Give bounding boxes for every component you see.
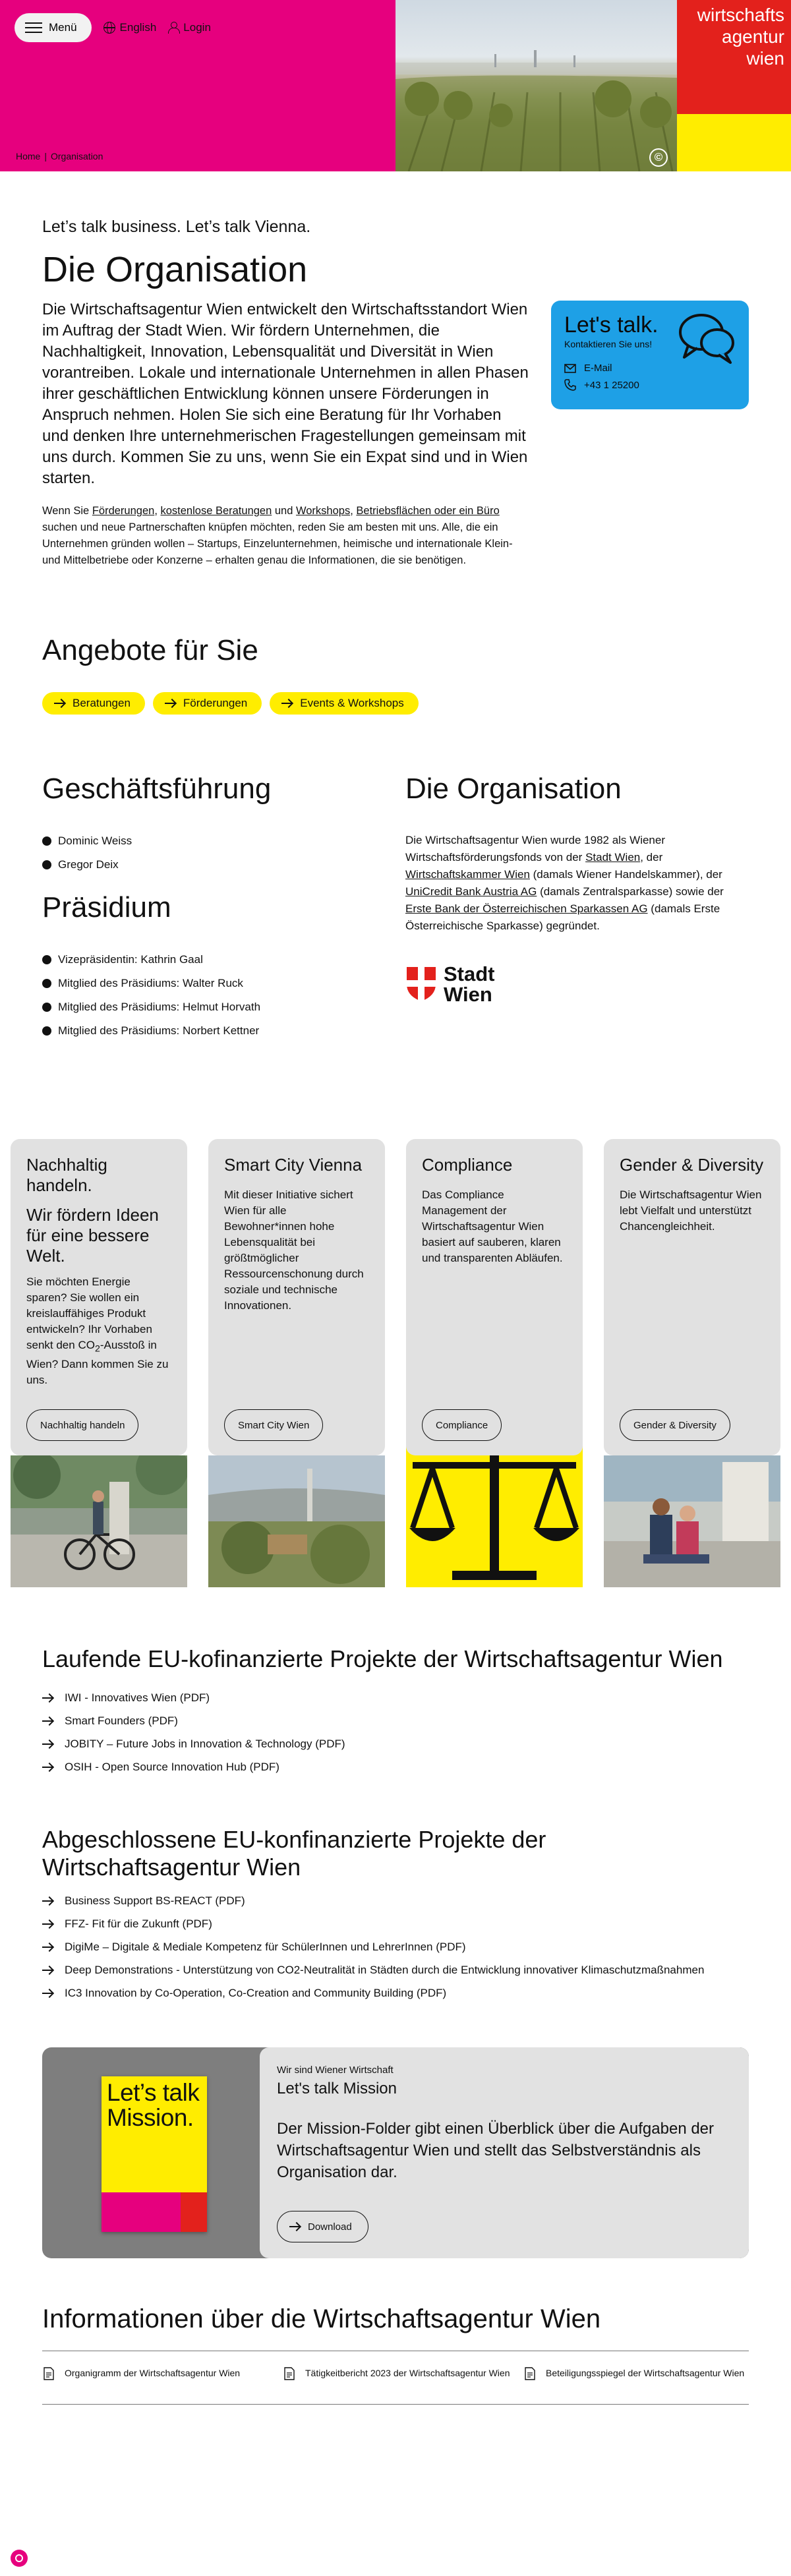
betriebsflaechen-link[interactable]: Betriebsflächen oder ein Büro — [356, 505, 500, 517]
folder-pink-block — [102, 2192, 181, 2232]
unicredit-link[interactable]: UniCredit Bank Austria AG — [405, 885, 537, 898]
doc-taetigkeitsbericht[interactable] — [283, 2351, 523, 2404]
contact-phone-link[interactable] — [564, 379, 736, 391]
topic-cards — [11, 1139, 780, 1600]
gender-diversity-button[interactable]: Gender & Diversity — [620, 1409, 730, 1441]
list-item — [42, 1019, 260, 1043]
body-text: suchen und neue Partnerschaften knüpfen möchten, reden Sie am besten mit uns. Alle, die ein Unternehmen gründen wollen – Startups, Einzelunternehmen, heimische und internationale Klein- und Mittelbetriebe oder Konzerne – erhalten genau die Informationen, die sie benötigen. — [42, 521, 513, 566]
eu-running-title: Laufende EU-kofinanzierte Projekte der Wirtschaftsagentur Wien — [42, 1645, 723, 1672]
document-icon — [283, 2367, 296, 2380]
intro-lead: Die Wirtschaftsagentur Wien entwickelt den Wirtschaftsstandort Wien im Auftrag der Stadt Wien. Wir fördern Unternehmen, die Nachhaltigkeit, Innovation, Lebensqualität und Diversität in Wien vorantreiben. Lokale und internationale Unternehmen in allen Phasen ihrer geschäftlichen Entwicklung können unsere Förderungen in Anspruch nehmen. Holen Sie sich eine Beratung für Ihr Vorhaben und denken Ihre unternehmerischen Fragestellungen gemeinsam mit uns durch. Kommen Sie zu uns, wenn Sie ein Expat sind und in Wien starten. — [42, 301, 529, 487]
doc-beteiligungsspiegel[interactable] — [523, 2351, 749, 2404]
pill-label: Events & Workshops — [300, 697, 404, 709]
intro-body — [42, 503, 530, 569]
breadcrumb-current: Organisation — [51, 151, 103, 161]
body-text: , — [350, 505, 357, 517]
list-item[interactable] — [42, 1714, 345, 1728]
geschaeftsfuehrung-title: Geschäftsführung — [42, 773, 272, 805]
arrow-right-icon — [42, 1940, 53, 1954]
hero — [0, 0, 791, 171]
eu-running-list — [42, 1691, 345, 1783]
card-image-bicycle — [11, 1455, 187, 1587]
member-name: Gregor Deix — [58, 858, 119, 871]
arrow-right-icon — [281, 696, 292, 711]
wirtschaftskammer-link[interactable]: Wirtschaftskammer Wien — [405, 868, 530, 881]
card-image-city-aerial — [208, 1455, 385, 1587]
nachhaltig-handeln-button[interactable]: Nachhaltig handeln — [26, 1409, 138, 1441]
smart-city-wien-button[interactable]: Smart City Wien — [224, 1409, 323, 1441]
card-title: Nachhaltig handeln. — [26, 1155, 107, 1195]
logo-line: wirtschafts — [697, 5, 784, 25]
praesidium-list — [42, 948, 260, 1043]
card-content — [406, 1139, 583, 1455]
doc-organigramm[interactable] — [42, 2351, 283, 2404]
cookie-settings-button[interactable] — [11, 2550, 28, 2567]
cookie-icon — [15, 2554, 23, 2562]
stadt-logo-word: Stadt — [444, 962, 495, 985]
pdf-link[interactable]: Business Support BS-REACT (PDF) — [65, 1894, 245, 1907]
breadcrumb-separator: | — [44, 151, 47, 161]
pill-label: Förderungen — [183, 697, 248, 709]
user-icon — [168, 22, 179, 34]
hero-vineyard-image — [396, 0, 677, 171]
organisation-text — [405, 832, 748, 935]
body-text: Wenn Sie — [42, 505, 92, 517]
top-navigation — [15, 13, 211, 42]
bullet-icon — [42, 979, 51, 988]
pill-label: Beratungen — [73, 697, 131, 709]
card-image-people — [604, 1455, 780, 1587]
wirtschaftsagentur-logo[interactable] — [677, 0, 791, 114]
card-content — [604, 1139, 780, 1455]
member-name: Mitglied des Präsidiums: Walter Ruck — [58, 977, 243, 989]
login-link[interactable] — [168, 21, 211, 34]
pdf-link[interactable]: OSIH - Open Source Innovation Hub (PDF) — [65, 1761, 279, 1773]
mission-folder-image — [102, 2076, 207, 2232]
logo-yellow-block — [677, 114, 791, 171]
copyright-icon[interactable]: © — [649, 148, 668, 167]
pill-events-workshops[interactable] — [270, 692, 418, 715]
foerderungen-link[interactable]: Förderungen — [92, 505, 155, 517]
globe-icon — [103, 22, 115, 34]
pdf-link[interactable]: FFZ- Fit für die Zukunft (PDF) — [65, 1917, 212, 1930]
breadcrumb — [16, 151, 103, 161]
card-text-part: -Ausstoß in Wien? Dann kommen Sie zu uns. — [26, 1339, 169, 1387]
pill-beratungen[interactable] — [42, 692, 145, 715]
list-item[interactable] — [42, 1894, 749, 1908]
card-text: Die Wirtschaftsagentur Wien lebt Vielfalt und unterstützt Chancengleichheit. — [620, 1188, 762, 1233]
arrow-right-icon — [42, 1760, 53, 1774]
body-text: (damals Erste Österreichische Sparkasse) gegründet. — [405, 902, 720, 932]
body-text: , der — [640, 851, 663, 864]
download-button[interactable] — [277, 2211, 368, 2242]
chat-bubbles-icon — [676, 310, 737, 366]
list-item[interactable] — [42, 1737, 345, 1751]
arrow-right-icon — [42, 1714, 53, 1728]
list-item — [42, 829, 132, 853]
contact-title: Let's talk. — [564, 312, 659, 337]
body-text: , — [154, 505, 161, 517]
card-text-subscript: 2 — [94, 1343, 100, 1355]
hamburger-icon — [25, 22, 42, 33]
mission-teaser — [42, 2047, 749, 2258]
phone-icon — [564, 379, 576, 391]
contact-box — [551, 301, 749, 409]
list-item[interactable] — [42, 1917, 749, 1931]
pdf-link[interactable]: IC3 Innovation by Co-Operation, Co-Creation and Community Building (PDF) — [65, 1987, 447, 1999]
card-subtitle: Wir fördern Ideen für eine bessere Welt. — [26, 1205, 159, 1266]
body-text: und — [272, 505, 296, 517]
arrow-right-icon — [289, 2219, 300, 2234]
card-title: Gender & Diversity — [620, 1155, 764, 1175]
contact-subtitle: Kontaktieren Sie uns! — [564, 339, 653, 349]
body-text: (damals Wiener Handelskammer), der — [529, 868, 722, 881]
info-title: Informationen über die Wirtschaftsagentur Wien — [42, 2304, 601, 2333]
contact-phone: +43 1 25200 — [584, 379, 639, 391]
intro-kicker: Let’s talk business. Let’s talk Vienna. — [42, 218, 311, 236]
card-text-part: Sie möchten Energie sparen? Sie wollen ein kreislauffähiges Produkt entwickeln? Ihr Vorhaben senkt den CO — [26, 1275, 152, 1351]
doc-label: Beteiligungsspiegel der Wirtschaftsagentur Wien — [546, 2368, 745, 2378]
member-name: Mitglied des Präsidiums: Helmut Horvath — [58, 1001, 261, 1013]
mission-panel — [260, 2047, 749, 2258]
card-nachhaltig — [11, 1139, 187, 1600]
logo-line: agentur — [722, 26, 784, 47]
doc-label: Organigramm der Wirtschaftsagentur Wien — [65, 2368, 241, 2378]
praesidium-title: Präsidium — [42, 891, 171, 923]
list-item — [42, 995, 260, 1019]
stadt-wien-logo — [405, 964, 495, 1005]
language-label: English — [119, 21, 157, 34]
stadt-wien-link[interactable]: Stadt Wien — [585, 851, 641, 864]
card-text: Das Compliance Management der Wirtschaftsagentur Wien basiert auf sauberen, klaren und transparenten Abläufen. — [422, 1188, 563, 1264]
arrow-right-icon — [42, 1986, 53, 2001]
stadt-wien-shield-icon — [405, 966, 437, 1003]
bullet-icon — [42, 1026, 51, 1036]
eu-finished-title: Abgeschlossene EU-konfinanzierte Projekte der Wirtschaftsagentur Wien — [42, 1826, 546, 1881]
arrow-right-icon — [42, 1963, 53, 1977]
pdf-link[interactable]: Smart Founders (PDF) — [65, 1714, 178, 1727]
menu-button-label: Menü — [49, 21, 77, 34]
eu-finished-list — [42, 1894, 749, 2009]
pdf-link[interactable]: DigiMe – Digitale & Mediale Kompetenz für SchülerInnen und LehrerInnen (PDF) — [65, 1941, 466, 1953]
language-switch[interactable] — [103, 21, 157, 34]
compliance-button[interactable]: Compliance — [422, 1409, 502, 1441]
bullet-icon — [42, 1003, 51, 1012]
list-item[interactable] — [42, 1986, 749, 2001]
doc-label: Tätigkeitbericht 2023 der Wirtschaftsagentur Wien — [305, 2368, 510, 2378]
card-title: Compliance — [422, 1155, 513, 1175]
pdf-link[interactable]: Deep Demonstrations - Unterstützung von CO2-Neutralität in Städten durch die Entwicklung innovativer Klimaschutzmaßnahmen — [65, 1964, 705, 1976]
organisation-title: Die Organisation — [405, 773, 622, 805]
mission-kicker: Wir sind Wiener Wirtschaft — [277, 2064, 394, 2076]
mail-icon — [564, 364, 576, 373]
arrow-right-icon — [165, 696, 175, 711]
card-text — [26, 1274, 171, 1388]
list-item[interactable] — [42, 1940, 749, 1954]
folder-title: Let’s talk Mission. — [107, 2079, 200, 2131]
download-label: Download — [308, 2221, 352, 2233]
workshops-link[interactable]: Workshops — [295, 505, 351, 517]
card-gender-diversity — [604, 1139, 780, 1600]
card-compliance — [406, 1139, 583, 1600]
arrow-right-icon — [42, 1894, 53, 1908]
document-list — [42, 2351, 749, 2405]
arrow-right-icon — [42, 1691, 53, 1705]
bullet-icon — [42, 955, 51, 964]
arrow-right-icon — [54, 696, 65, 711]
pill-foerderungen[interactable] — [153, 692, 262, 715]
card-text: Mit dieser Initiative sichert Wien für alle Bewohner*innen hohe Lebensqualität bei größtmöglicher Ressourcenschonung durch soziale und technische Innovationen. — [224, 1188, 364, 1312]
mission-text: Der Mission-Folder gibt einen Überblick über die Aufgaben der Wirtschaftsagentur Wien und stellt das Selbstverständnis als Organisation dar. — [277, 2120, 715, 2181]
card-title: Smart City Vienna — [224, 1155, 363, 1175]
member-name: Mitglied des Präsidiums: Norbert Kettner — [58, 1024, 260, 1037]
list-item — [42, 853, 132, 877]
list-item — [42, 948, 260, 972]
member-name: Dominic Weiss — [58, 834, 132, 847]
angebote-pills — [42, 692, 419, 715]
geschaeftsfuehrung-list — [42, 829, 132, 877]
pdf-link[interactable]: JOBITY – Future Jobs in Innovation & Technology (PDF) — [65, 1738, 345, 1750]
list-item — [42, 972, 260, 995]
member-name: Vizepräsidentin: Kathrin Gaal — [58, 953, 203, 966]
bullet-icon — [42, 836, 51, 846]
menu-button[interactable] — [15, 13, 92, 42]
bullet-icon — [42, 860, 51, 869]
beratungen-link[interactable]: kostenlose Beratungen — [160, 505, 272, 517]
page-title: Die Organisation — [42, 250, 308, 289]
mission-title: Let's talk Mission — [277, 2080, 397, 2097]
arrow-right-icon — [42, 1737, 53, 1751]
list-item[interactable] — [42, 1760, 345, 1774]
card-smart-city — [208, 1139, 385, 1600]
card-content — [11, 1139, 187, 1455]
card-content — [208, 1139, 385, 1455]
arrow-right-icon — [42, 1917, 53, 1931]
body-text: Die Wirtschaftsagentur Wien wurde 1982 als Wiener Wirtschaftsförderungsfonds von der — [405, 834, 665, 864]
body-text: (damals Zentralsparkasse) sowie der — [537, 885, 724, 898]
stadt-logo-word: Wien — [444, 983, 492, 1006]
list-item[interactable] — [42, 1691, 345, 1705]
erste-bank-link[interactable]: Erste Bank der Österreichischen Sparkassen AG — [405, 902, 648, 915]
folder-logo-block — [181, 2192, 207, 2232]
document-icon — [42, 2367, 55, 2380]
angebote-title: Angebote für Sie — [42, 634, 258, 666]
pdf-link[interactable]: IWI - Innovatives Wien (PDF) — [65, 1691, 210, 1704]
login-label: Login — [183, 21, 211, 34]
breadcrumb-home[interactable]: Home — [16, 151, 41, 161]
contact-email-label: E-Mail — [584, 363, 612, 374]
document-icon — [523, 2367, 537, 2380]
logo-line: wien — [746, 48, 784, 69]
list-item[interactable] — [42, 1963, 749, 1977]
